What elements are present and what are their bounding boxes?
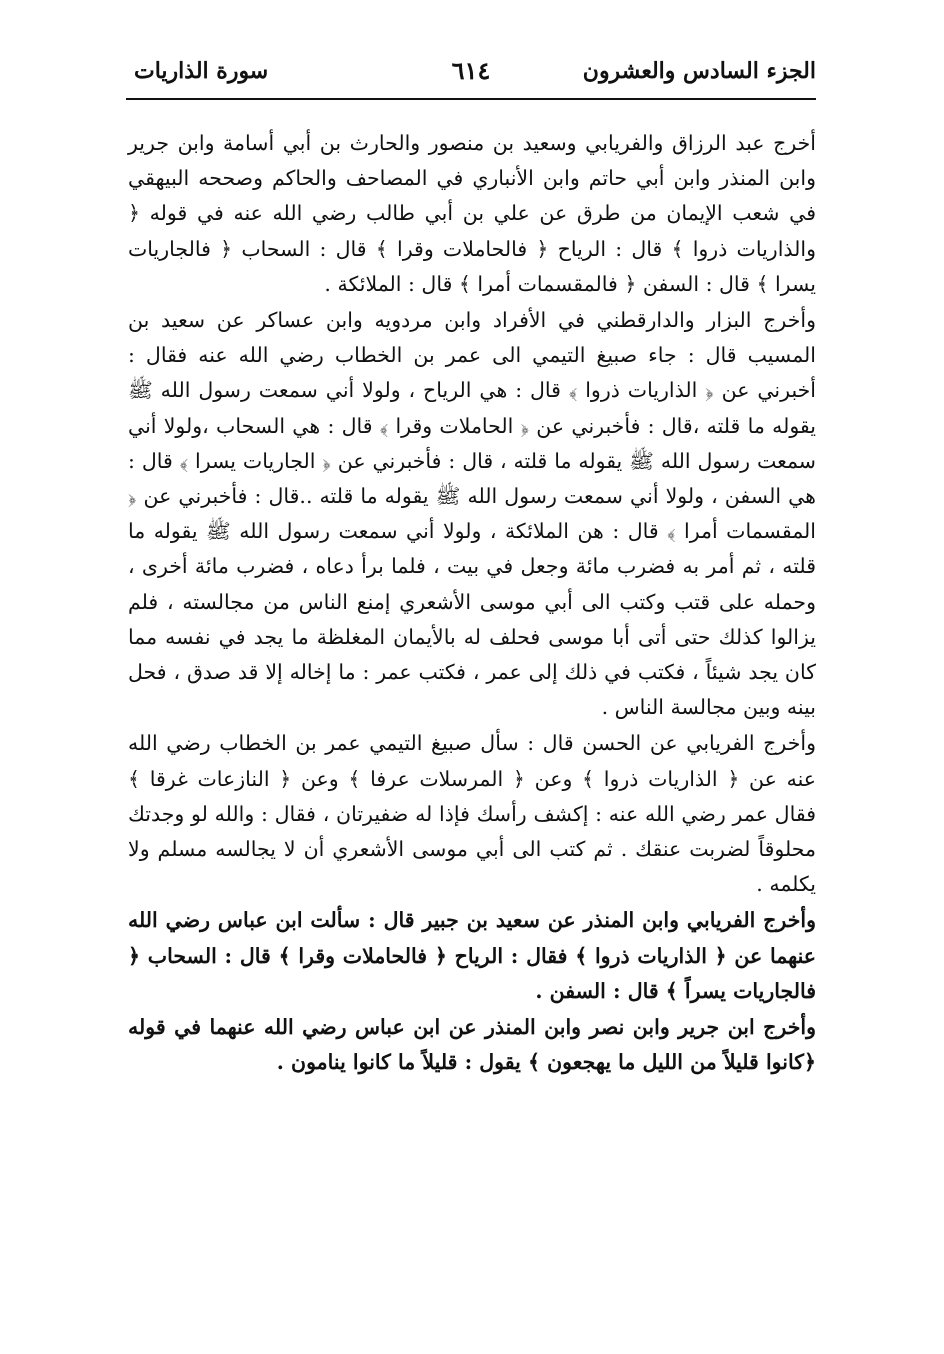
running-header: [126, 52, 816, 96]
surah-title: سورة الذاريات: [134, 58, 269, 84]
paragraph-3: وأخرج الفريابي عن الحسن قال : سأل صبيغ التيمي عمر بن الخطاب رضي الله عنه عن ﴿ الذاريات ذروا ﴾ وعن ﴿ المرسلات عرفا ﴾ وعن ﴿ النازعات غرقا ﴾ فقال عمر رضي الله عنه : إكشف رأسك فإذا له ضفيرتان ، فقال : والله لو وجدتك محلوقاً لضربت عنقك . ثم كتب الى أبي موسى الأشعري أن لا يجالسه مسلم ولا يكلمه .: [128, 731, 816, 897]
header-rule: [126, 98, 816, 100]
paragraph-4: وأخرج الفريابي وابن المنذر عن سعيد بن جبير قال : سألت ابن عباس رضي الله عنهما عن ﴿ الذاريات ذروا ﴾ فقال : الرياح ﴿ فالحاملات وقرا ﴾ قال : السحاب ﴿ فالجاريات يسراً ﴾ قال : السفن .: [128, 908, 816, 1003]
paragraph-5: وأخرج ابن جرير وابن نصر وابن المنذر عن ابن عباس رضي الله عنهما في قوله ﴿كانوا قليلاً من الليل ما يهجعون ﴾ يقول : قليلاً ما كانوا ينامون .: [128, 1015, 816, 1075]
paragraph-1: أخرج عبد الرزاق والفريابي وسعيد بن منصور والحارث بن أبي أسامة وابن جرير وابن المنذر وابن أبي حاتم وابن الأنباري في المصاحف والحاكم وصححه البيهقي في شعب الإيمان من طرق عن علي بن أبي طالب رضي الله عنه في قوله ﴿ والذاريات ذروا ﴾ قال : الرياح ﴿ فالحاملات وقرا ﴾ قال : السحاب ﴿ فالجاريات يسرا ﴾ قال : السفن ﴿ فالمقسمات أمرا ﴾ قال : الملائكة .: [128, 131, 816, 296]
paragraph-2: وأخرج البزار والدارقطني في الأفراد وابن مردويه وابن عساكر عن سعيد بن المسيب قال : جاء صبيغ التيمي الى عمر بن الخطاب رضي الله عنه فقال : أخبرني عن ﴿ الذاريات ذروا ﴾ قال : هي الرياح ، ولولا أني سمعت رسول الله ﷺ يقوله ما قلته ،قال : فأخبرني عن ﴿ الحاملات وقرا ﴾ قال : هي السحاب ،ولولا أني سمعت رسول الله ﷺ يقوله ما قلته ، قال : فأخبرني عن ﴿ الجاريات يسرا ﴾ قال : هي السفن ، ولولا أني سمعت رسول الله ﷺ يقوله ما قلته ..قال : فأخبرني عن ﴿ المقسمات أمرا ﴾ قال : هن الملائكة ، ولولا أني سمعت رسول الله ﷺ يقوله ما قلته ، ثم أمر به فضرب مائة وجعل في بيت ، فلما برأ دعاه ، فضرب مائة أخرى ، وحمله على قتب وكتب الى أبي موسى الأشعري إمنع الناس من مجالسته ، فلم يزالوا كذلك حتى أتى أبا موسى فحلف له بالأيمان المغلظة ما يجد في نفسه مما كان يجد شيئاً ، فكتب في ذلك إلى عمر ، فكتب عمر : ما إخاله إلا قد صدق ، فحل بينه وبين مجالسة الناس .: [128, 308, 816, 720]
page-body: [128, 126, 816, 1080]
page-number: ٦١٤: [451, 56, 491, 85]
part-title: الجزء السادس والعشرون: [582, 58, 816, 84]
